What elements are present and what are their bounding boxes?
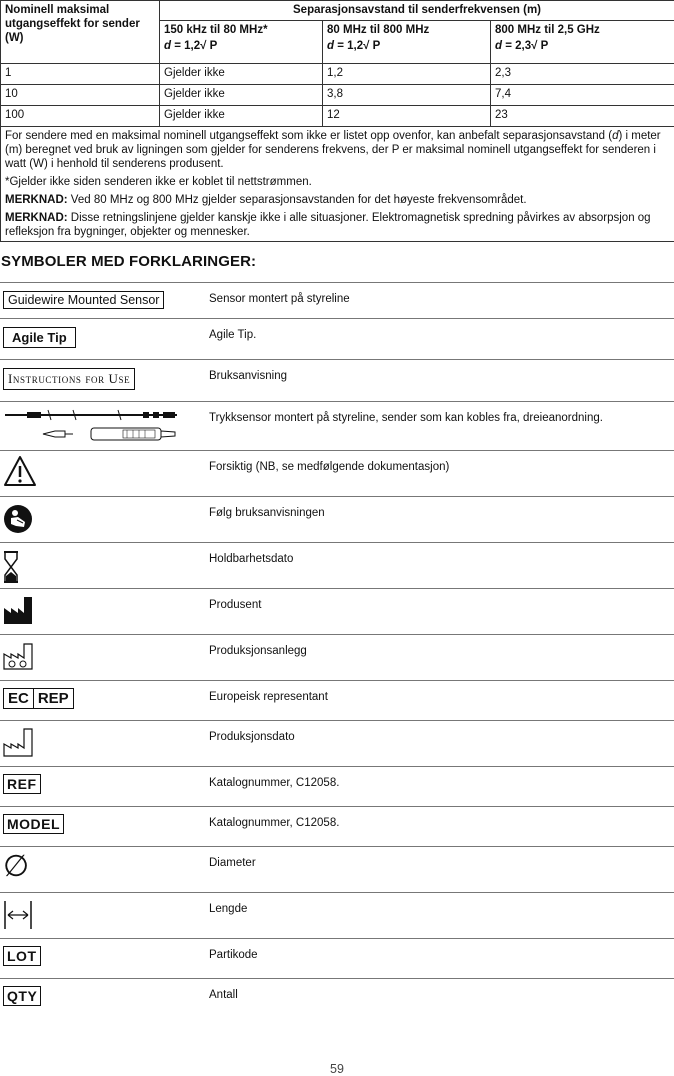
hourglass-icon <box>3 551 19 586</box>
cell-band-2: 1,2 <box>323 64 491 85</box>
note-merknad-2: MERKNAD: Disse retningslinjene gjelder kanskje ikke i alle situasjoner. Elektromagnetisk spredning påvirkes av absorpsjon og refleksjon fra bygninger, objekter og mennesker. <box>5 211 670 239</box>
list-item <box>0 542 674 588</box>
list-item <box>0 359 674 401</box>
page-number: 59 <box>0 1062 674 1076</box>
qty-label: QTY <box>3 986 41 1006</box>
band-1 <box>160 21 323 64</box>
list-item <box>0 634 674 680</box>
cell-band-1: Gjelder ikke <box>160 64 323 85</box>
band-3-formula: d = 2,3√ P <box>495 39 670 53</box>
length-icon <box>3 900 33 933</box>
symbols-title: SYMBOLER MED FORKLARINGER: <box>1 253 256 270</box>
symbol-description: Partikode <box>209 949 258 961</box>
manufacturer-icon <box>3 595 33 628</box>
list-item <box>0 318 674 359</box>
symbol-description: Produksjonsdato <box>209 731 295 743</box>
symbol-description: Produsent <box>209 599 261 611</box>
band-1-formula: d = 1,2√ P <box>164 39 318 53</box>
list-item <box>0 680 674 720</box>
table-row <box>1 106 674 127</box>
list-item <box>0 846 674 892</box>
list-item <box>0 978 674 1018</box>
ec-rep-label: EC REP <box>3 688 74 709</box>
symbol-description: Bruksanvisning <box>209 370 287 382</box>
cell-power: 10 <box>1 85 160 106</box>
symbol-description: Europeisk representant <box>209 691 328 703</box>
agile-tip-label: Agile Tip <box>3 327 76 348</box>
cell-band-2: 3,8 <box>323 85 491 106</box>
list-item <box>0 401 674 450</box>
symbol-description: Antall <box>209 989 238 1001</box>
list-item <box>0 588 674 634</box>
band-2-range: 80 MHz til 800 MHz <box>327 23 486 37</box>
cell-band-3: 7,4 <box>491 85 674 106</box>
note-main: For sendere med en maksimal nominell utgangseffekt som ikke er listet opp ovenfor, kan anbefalt separasjonsavstand (d) i meter (m) beregnet ved bruk av ligningen som gjelder for senderens frekvens, der P er maksimal nominell utgangseffekt for senderen i watt (W) i henhold til senderens produsent. <box>5 129 670 171</box>
lot-label: LOT <box>3 946 41 966</box>
model-label: MODEL <box>3 814 64 834</box>
cell-band-3: 23 <box>491 106 674 127</box>
caution-icon <box>3 455 37 490</box>
symbol-description: Holdbarhetsdato <box>209 553 293 565</box>
symbols-list <box>0 282 674 1018</box>
band-1-range: 150 kHz til 80 MHz* <box>164 23 318 37</box>
band-2-formula: d = 1,2√ P <box>327 39 486 53</box>
band-3-range: 800 MHz til 2,5 GHz <box>495 23 670 37</box>
list-item <box>0 496 674 542</box>
list-item <box>0 720 674 766</box>
symbol-description: Sensor montert på styreline <box>209 293 350 305</box>
symbol-description: Agile Tip. <box>209 329 256 341</box>
table-row <box>1 85 674 106</box>
note-star: *Gjelder ikke siden senderen ikke er koblet til nettstrømmen. <box>5 175 670 189</box>
cell-power: 1 <box>1 64 160 85</box>
cell-band-3: 2,3 <box>491 64 674 85</box>
symbol-description: Diameter <box>209 857 256 869</box>
list-item <box>0 892 674 938</box>
ref-label: REF <box>3 774 41 794</box>
symbol-description: Katalognummer, C12058. <box>209 777 339 789</box>
guidewire-device-icon <box>3 407 179 448</box>
cell-band-1: Gjelder ikke <box>160 85 323 106</box>
manufacturing-date-icon <box>3 727 33 760</box>
band-3 <box>491 21 674 64</box>
header-separation: Separasjonsavstand til senderfrekvensen (m) <box>160 1 674 21</box>
header-power: Nominell maksimal utgangseffekt for sender (W) <box>1 1 160 64</box>
separation-distance-table <box>0 0 674 242</box>
list-item <box>0 806 674 846</box>
list-item <box>0 766 674 806</box>
diameter-icon: ∅ <box>3 850 29 883</box>
cell-band-1: Gjelder ikke <box>160 106 323 127</box>
table-notes <box>1 127 674 242</box>
cell-power: 100 <box>1 106 160 127</box>
list-item <box>0 938 674 978</box>
manufacturing-facility-icon <box>3 642 33 673</box>
symbol-description: Følg bruksanvisningen <box>209 507 325 519</box>
list-item <box>0 450 674 496</box>
guidewire-mounted-sensor-label: Guidewire Mounted Sensor <box>3 291 164 309</box>
list-item <box>0 282 674 318</box>
band-2 <box>323 21 491 64</box>
symbol-description: Katalognummer, C12058. <box>209 817 339 829</box>
symbol-description: Lengde <box>209 903 247 915</box>
symbol-description: Forsiktig (NB, se medfølgende dokumentasjon) <box>209 461 449 473</box>
symbol-description: Produksjonsanlegg <box>209 645 307 657</box>
cell-band-2: 12 <box>323 106 491 127</box>
symbol-description: Trykksensor montert på styreline, sender som kan kobles fra, dreieanordning. <box>209 412 603 424</box>
instructions-for-use-label: Instructions for Use <box>3 368 135 390</box>
follow-instructions-icon <box>3 504 33 537</box>
table-row <box>1 64 674 85</box>
note-merknad-1: MERKNAD: Ved 80 MHz og 800 MHz gjelder separasjonsavstanden for det høyeste frekvensområdet. <box>5 193 670 207</box>
